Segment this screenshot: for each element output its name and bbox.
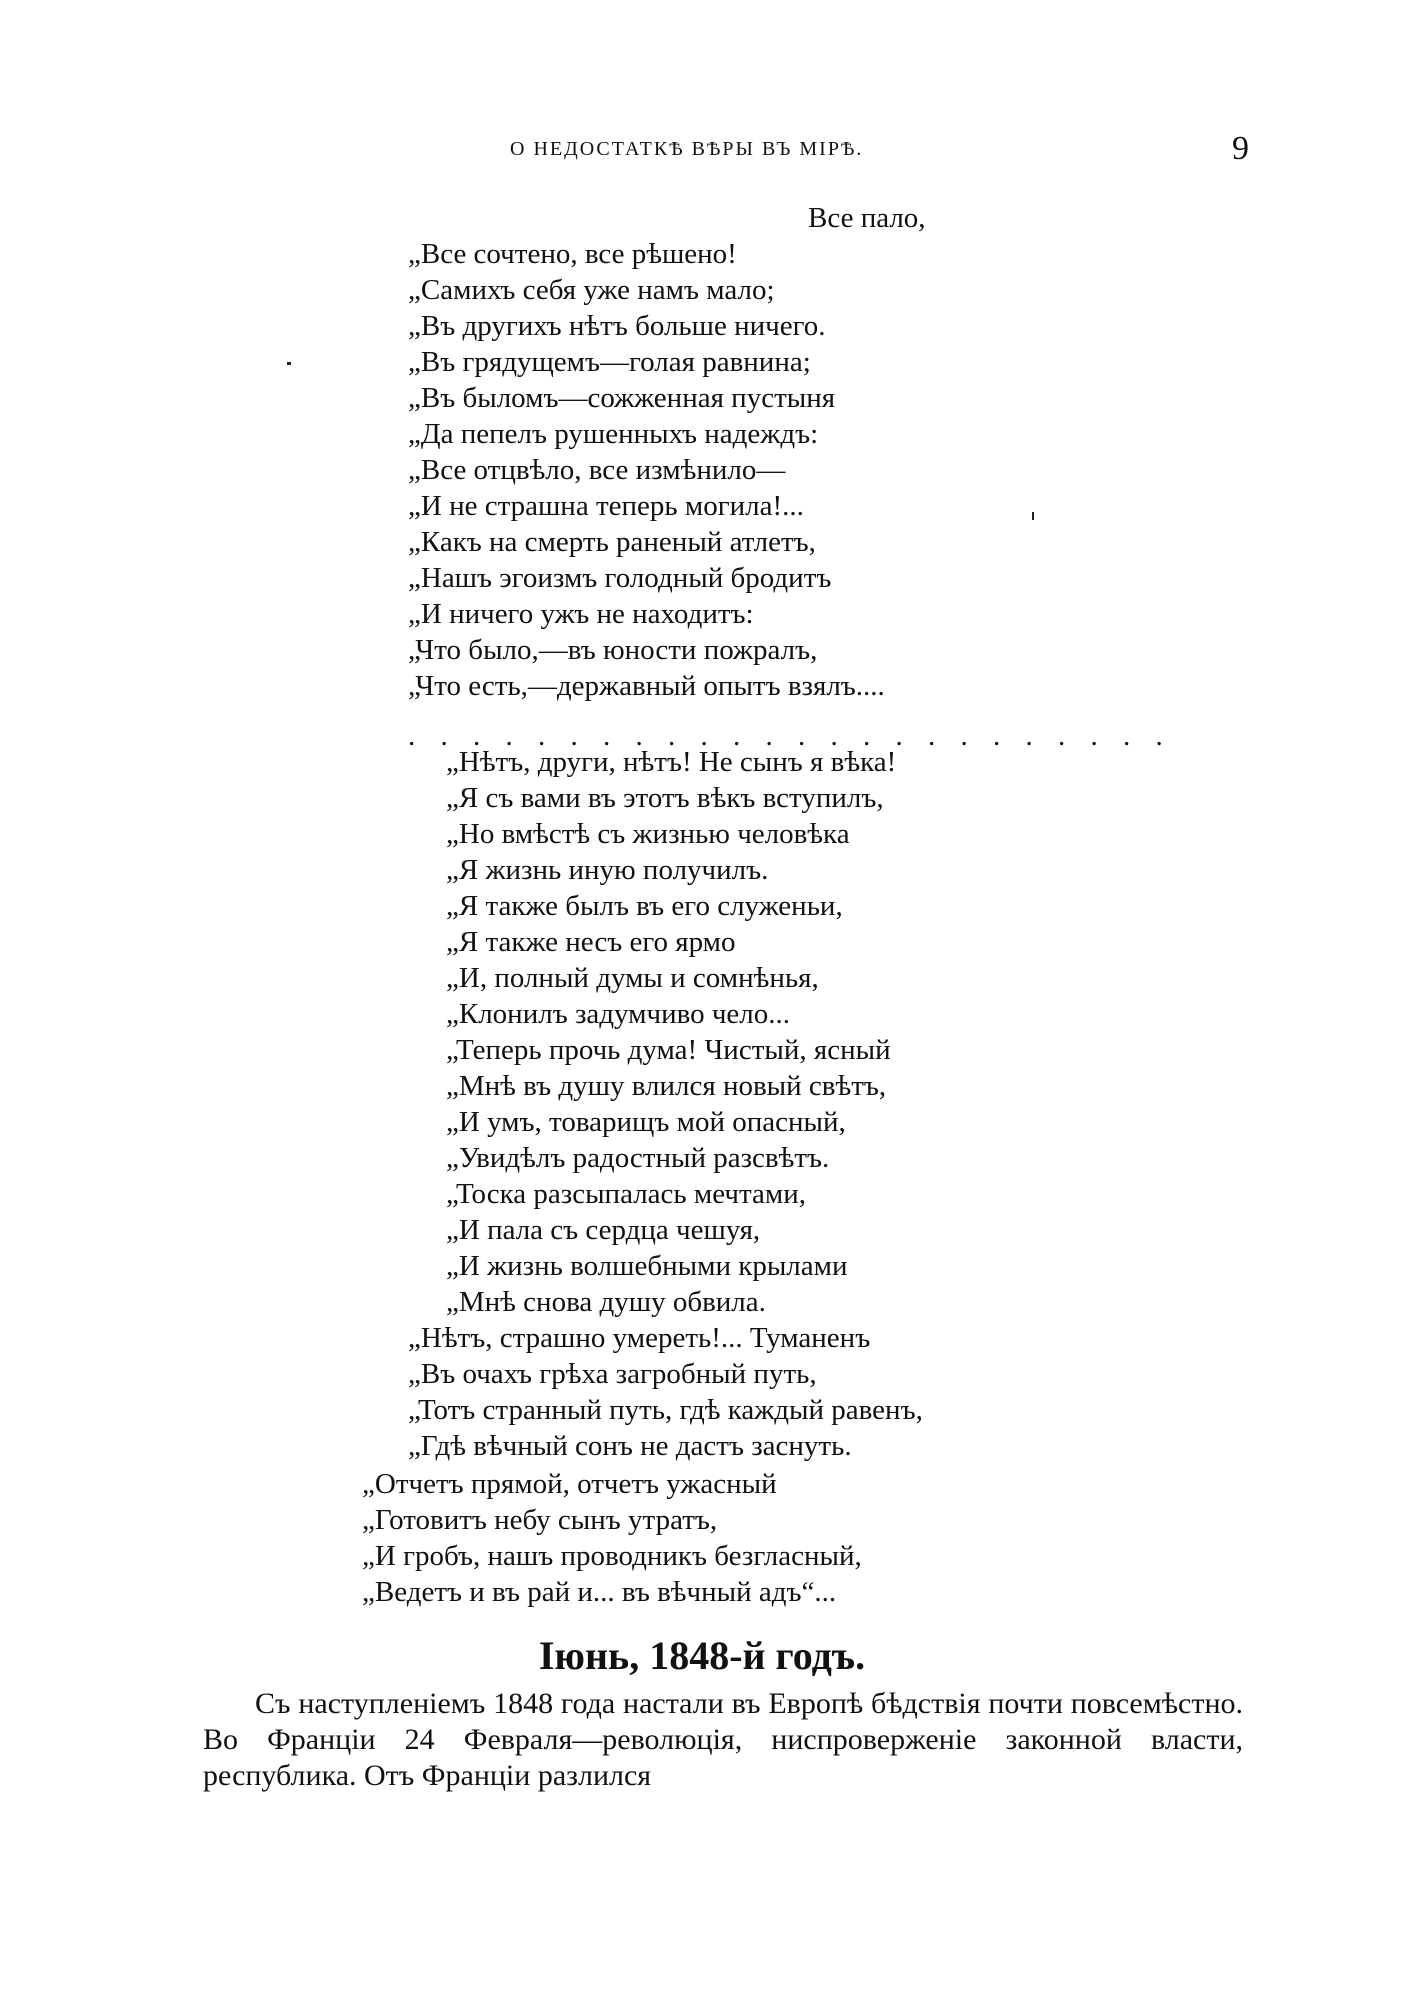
poem-line: „Но вмѣстѣ съ жизнью человѣка	[446, 818, 850, 850]
poem-line: „Въ быломъ—сожженная пустыня	[408, 382, 836, 414]
poem-line: Все пало,	[808, 202, 926, 234]
poem-line: „Мнѣ въ душу влился новый свѣтъ,	[446, 1070, 887, 1102]
running-head: О НЕДОСТАТКѢ ВѢРЫ ВЪ МІРѢ.	[510, 138, 864, 160]
poem-line: „Самихъ себя уже намъ мало;	[408, 274, 775, 306]
body-paragraph: Съ наступленіемъ 1848 года настали въ Европѣ бѣдствія почти повсемѣстно. Во Франціи 24 Февраля—революція, ниспроверженіе законной власти, республика. Отъ Франціи разлился	[203, 1687, 1243, 1792]
poem-line: „Ведетъ и въ рай и... въ вѣчный адъ“...	[362, 1576, 837, 1608]
poem-line: „Я съ вами въ этотъ вѣкъ вступилъ,	[446, 782, 884, 814]
poem-line: „Гдѣ вѣчный сонъ не дастъ заснуть.	[408, 1430, 852, 1462]
poem-line: „И пала съ сердца чешуя,	[446, 1214, 761, 1246]
poem-line: „Да пепелъ рушенныхъ надеждъ:	[408, 418, 819, 450]
poem-line: „И не страшна теперь могила!...	[408, 490, 804, 522]
poem-line: „Я также былъ въ его служеньи,	[446, 890, 843, 922]
poem-line: „Что есть,—державный опытъ взялъ....	[408, 670, 885, 702]
poem-line: „Готовитъ небу сынъ утратъ,	[362, 1504, 718, 1536]
poem-line: „Клонилъ задумчиво чело...	[446, 998, 791, 1030]
poem-line: „Въ грядущемъ—голая равнина;	[408, 346, 811, 378]
poem-line: „Все сочтено, все рѣшено!	[408, 238, 737, 270]
poem-line: „Нѣтъ, страшно умереть!... Туманенъ	[408, 1322, 871, 1354]
poem-line: „И жизнь волшебными крылами	[446, 1250, 848, 1282]
poem-line: „Нѣтъ, други, нѣтъ! Не сынъ я вѣка!	[446, 746, 897, 778]
poem-line: „Я также несъ его ярмо	[446, 926, 736, 958]
poem-line: „Тотъ странный путь, гдѣ каждый равенъ,	[408, 1394, 923, 1426]
poem-line: „Я жизнь иную получилъ.	[446, 854, 769, 886]
poem-line: „И ничего ужъ не находитъ:	[408, 598, 754, 630]
poem-line: „Въ другихъ нѣтъ больше ничего.	[408, 310, 826, 342]
poem-line: „Отчетъ прямой, отчетъ ужасный	[362, 1468, 777, 1500]
scan-speck	[1032, 512, 1034, 520]
poem-line: „Мнѣ снова душу обвила.	[446, 1286, 766, 1318]
poem-line: „Въ очахъ грѣха загробный путь,	[408, 1358, 817, 1390]
section-heading: Іюнь, 1848-й годъ.	[538, 1633, 866, 1678]
poem-line: „Нашъ эгоизмъ голодный бродитъ	[408, 562, 832, 594]
poem-line: „Все отцвѣло, все измѣнило—	[408, 454, 786, 486]
poem-line: „Тоска разсыпалась мечтами,	[446, 1178, 806, 1210]
poem-line: „И, полный думы и сомнѣнья,	[446, 962, 819, 994]
poem-line: „Теперь прочь дума! Чистый, ясный	[446, 1034, 891, 1066]
verse-separator: . . . . . . . . . . . . . . . . . . . . . . . .	[408, 720, 1172, 752]
poem-line: „Что было,—въ юности пожралъ,	[408, 634, 818, 666]
poem-line: „И гробъ, нашъ проводникъ безгласный,	[362, 1540, 862, 1572]
page-number: 9	[1232, 130, 1249, 167]
scan-speck	[287, 362, 291, 365]
poem-line: „И умъ, товарищъ мой опасный,	[446, 1106, 846, 1138]
poem-line: „Какъ на смерть раненый атлетъ,	[408, 526, 816, 558]
poem-line: „Увидѣлъ радостный разсвѣтъ.	[446, 1142, 830, 1174]
